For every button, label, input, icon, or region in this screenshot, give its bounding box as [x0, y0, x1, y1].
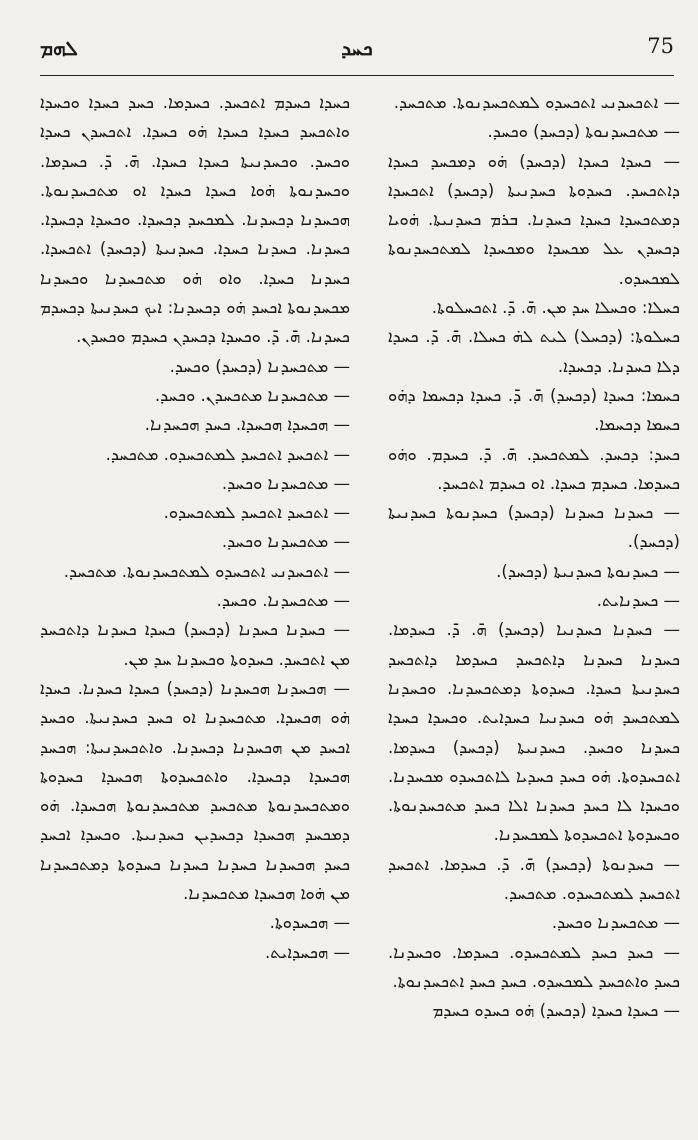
dictionary-entry: ܟܚܠܐ: ܘܟܚܠܐ ܚܕ ܡܢ. ܗ̄. ܕ̄. ܐܬܟܚܠܘܬܐ. — [431, 298, 680, 318]
dictionary-entry: — ܟܚܕܢܘܬܐ (ܕܟܚܕ) ܗ̄. ܕ̄. ܟܚܕܡܐ. ܐܬܟܚܕ ܐܬܟܚܕ ܠܡܬܟܚܕܘ. ܡܬܟܚܕ. — [388, 854, 680, 904]
dictionary-entry: — ܡܬܟܚܕܢܐ. ܘܟܚܕ. — [216, 591, 350, 611]
dictionary-entry: — ܟܚܕ ܟܚܕ ܠܡܬܟܚܕܘ. ܟܚܕܡܐ. ܘܟܚܕܢܐ. ܟܚܕ ܘܐܬܟܚܕ ܠܡܟܚܕܘ. ܟܚܕ ܟܚܕ ܐܬܟܚܕܢܘܬܐ. — [388, 942, 680, 991]
dictionary-entry: — ܡܬܟܚܕܢܘܬܐ (ܕܟܚܕ) ܘܟܚܕ. — [487, 122, 680, 142]
running-head-center: ܟܚܕ — [341, 36, 373, 60]
dictionary-entry: — ܐܬܟܚܕ ܐܬܟܚܕ ܠܡܬܟܚܕܘ. ܡܬܟܚܕ. — [105, 444, 350, 464]
running-head-left: ܠܗܡ — [40, 36, 78, 60]
dictionary-entry: — ܟܚܕܢܐ ܟܚܕܢܝܐ (ܕܟܚܕ) ܗ̄. ܕ̄. ܟܚܕܡܐ. ܟܚܕܢܐ ܟܚܕܢܐ ܕܐܬܟܚܕ ܟܚܕܡܐ ܕܐܬܟܚܕ ܟܚܕܢܝܬܐ ܟܚܕܐ. ܟܚܕܘܬܐ ܕܡܬܟܚܕܢܐ. ܘܟܚܕܢܐ ܠܡܬܟܚܕ ܗ̇ܘ ܟܚܕܢܝܐ ܟܚܕܐܝܬ. ܘܟܚܕܐ ܟܚܕܐ ܟܚܕܢܐ ܘܟܚܕ. ܟܚܕܢܝܬܐ (ܕܟܚܕ) ܟܚܕܡܐ. ܐܬܟܚܕܘܬܐ. ܗ̇ܘ ܟܚܕ ܟܚܕܝܐ ܠܐܬܟܚܕܘ ܡܟܚܕܢܐ. ܘܟܚܕܐ ܠܐ ܟܚܕ ܟܚܕܢܐ ܐܠܐ ܟܚܕ ܡܬܟܚܕܢܘܬܐ. ܘܟܚܕܘܬܐ ܐܬܟܚܕܘܬܐ ܠܡܟܚܕܢܐ. — [388, 620, 680, 845]
dictionary-entry: — ܡܬܟܚܕܢܐ (ܕܟܚܕ) ܘܟܚܕ. — [169, 356, 350, 376]
dictionary-entry: — ܐܬܟܚܕܢܝ ܐܬܟܚܕܘ ܠܡܬܟܚܕܢܘܬܐ. ܡܬܟܚܕ. — [63, 561, 350, 581]
dictionary-entry: — ܡܬܟܚܕܢܐ ܘܟܚܕ. — [221, 473, 350, 493]
dictionary-entry: — ܗܟܚܕܐ ܗܟܚܕܐ. ܟܚܕ ܗܟܚܕܢܐ. — [144, 415, 350, 435]
dictionary-entry: — ܡܬܟܚܕܢܐ ܘܟܚܕ. — [221, 532, 350, 552]
dictionary-entry: — ܟܚܕܢܐ ܟܚܕܢܐ (ܕܟܚܕ) ܟܚܕܢܘܬܐ ܟܚܕܢܝܬܐ (ܕܟܚܕ). — [388, 503, 680, 552]
dictionary-entry: — ܡܬܟܚܕܢܐ ܡܬܟܚܕܢ. ܘܟܚܕ. — [154, 385, 350, 405]
dictionary-entry: — ܟܚܕܐ ܟܚܕܐ (ܕܟܚܕ) ܗ̇ܘ ܟܚܕܘ ܟܚܕܡ — [432, 1001, 680, 1021]
dictionary-entry: — ܐܬܟܚܕܢܝ ܐܬܟܚܕܘ ܠܡܬܟܚܕܢܘܬܐ. ܡܬܟܚܕ. — [393, 93, 680, 112]
page-header — [40, 32, 674, 72]
page-number: 75 — [647, 34, 674, 58]
dictionary-entry: — ܐܬܟܚܕ ܐܬܟܚܕ ܠܡܬܟܚܕܘ. — [163, 503, 350, 523]
header-rule — [40, 75, 674, 76]
dictionary-entry: — ܗܟܚܕܐܝܬ. — [264, 942, 350, 962]
dictionary-entry: — ܗܟܚܕܘܬܐ. — [269, 913, 350, 933]
dictionary-entry: ܟܚܡܐ: ܟܚܕܐ (ܕܟܚܕ) ܗ̄. ܕ̄. ܟܚܕܐ ܕܟܚܡܐ ܕܗ̇ܘ ܟܚܡܐ ܕܟܚܡܐ. — [388, 385, 680, 435]
dictionary-entry: ܟܚܕ: ܕܟܚܕ. ܠܡܬܟܚܕ. ܗ̄. ܕ̄. ܟܚܕܡ. ܘܗ̇ܘ ܟܚܕܡܐ. ܟܚܕܡ ܟܚܕܐ. ܐܘ ܟܚܕܡ ܐܬܟܚܕ. — [388, 444, 680, 493]
dictionary-entry: — ܡܬܟܚܕܢܐ ܘܟܚܕ. — [551, 913, 680, 933]
dictionary-entry: ܟܚܕܐ ܟܚܕܡ ܐܬܟܚܕ. ܟܚܕܡܐ. ܟܚܕ ܟܚܕܐ ܘܟܚܕܐ ܘܐܬܟܚܕ ܟܚܕܐ ܟܚܕܐ ܗ̇ܘ ܟܚܕܐ. ܐܬܟܚܕܢ ܟܚܕܐ ܘܟܚܕ. ܘܟܚܕܢܝܬܐ ܟܚܕܐ ܟܚܕܐ. ܗ̄. ܕ̄. ܟܚܕܡܐ. ܘܟܚܕܢܘܬܐ ܗ̇ܘܐ ܟܚܕܐ ܟܚܕܐ ܐܘ ܡܬܟܚܕܢܘܬܐ. ܗܟܚܕܢܐ ܕܟܚܕܢܐ. ܠܡܟܚܕ ܕܟܚܕܐ. ܘܟܚܕܐ ܕܟܚܕܐ. ܟܚܕܢܐ. ܟܚܕܢܐ ܟܚܕܐ. ܟܚܕܢܝܬܐ (ܕܟܚܕ) ܐܬܟܚܕܐ. ܟܚܕܢܐ ܟܚܕܐ. ܘܐܘ ܗ̇ܘ ܡܬܟܚܕܢܐ ܘܟܚܕܢܐ ܡܟܚܕܢܘܬܐ ܐܟܚܕ ܗ̇ܘ ܕܟܚܕܢܐ: ܐܝܟ ܟܚܕܢܝܬܐ ܕܟܚܕܡ ܟܚܕܢܐ. ܗ̄. ܕ̄. ܘܟܚܕܐ ܕܟܚܕܢ ܟܚܕܡ ܘܟܚܕܢ. — [40, 93, 350, 347]
dictionary-entry: — ܟܚܕܢܘܬܐ ܟܚܕܢܝܬܐ (ܕܟܚܕ). — [496, 561, 680, 581]
dictionary-entry: — ܟܚܕܢܐܝܬ. — [596, 591, 680, 611]
dictionary-entry: — ܟܚܕܢܐ ܟܚܕܢܐ (ܕܟܚܕ) ܟܚܕܐ ܟܚܕܢܐ ܕܐܬܟܚܕ ܡܢ ܐܬܟܚܕ. ܟܚܕܘܬܐ ܘܟܚܕܢܐ ܚܕ ܡܢ. — [40, 620, 350, 669]
dictionary-entry: — ܟܚܕܐ ܟܚܕܐ (ܕܟܚܕ) ܗ̇ܘ ܕܡܟܚܕ ܟܚܕܐ ܕܐܬܟܚܕ. ܟܚܕܘܬܐ ܟܚܕܢܝܬܐ (ܕܟܚܕ) ܐܬܟܚܕܐ ܕܡܬܟܚܕܐ ܟܚܕܐ ܟܚܕܢܐ. ܒܪܡ ܟܚܕܢܝܬܐ. ܗ̇ܘܝܐ ܕܟܚܕܢ ܥܠ ܡܟܚܕܐ ܘܡܟܚܕܐ ܠܡܬܟܚܕܢܘܬܐ ܠܡܟܚܕܘ. — [388, 151, 680, 288]
right-text-column — [388, 88, 680, 1120]
dictionary-entry: ܟܚܠܘܬܐ: (ܕܟܚܠ) ܠܝܬ ܠܗ̇ ܟܚܠܐ. ܗ̄. ܕ̄. ܟܚܕܐ ܕܠܐ ܟܚܕܢܐ. ܕܟܚܕܐ. — [388, 327, 680, 376]
left-text-column — [40, 88, 350, 1120]
dictionary-entry: — ܗܟܚܕܢܐ ܗܟܚܕܢܐ (ܕܟܚܕ) ܟܚܕܐ ܟܚܕܢܐ. ܟܚܕܐ ܗ̇ܘ ܗܟܚܕܐ. ܡܬܟܚܕܢܐ ܐܘ ܟܚܕ ܟܚܕܢܝܬܐ. ܘܟܚܕ ܐܟܚܕ ܡܢ ܗܟܚܕܢܐ ܕܟܚܕܢܐ. ܘܐܬܟܚܕܢܝܬܐ: ܗܟܚܕ ܗܟܚܕܐ ܕܟܚܕܐ. ܘܐܬܟܚܕܘܬܐ ܗܟܚܕܐ ܟܚܕܘܬܐ ܘܡܬܟܚܕܢܘܬܐ ܡܬܟܚܕ ܡܬܟܚܕܢܘܬܐ ܗܟܚܕܐ. ܗ̇ܘ ܕܡܟܚܕ ܗܟܚܕܐ ܕܟܚܕܝܢ ܟܚܕܢܝܬܐ. ܘܟܚܕܐ ܐܟܚܕ ܟܚܕ ܗܟܚܕܢܐ ܟܚܕܢܐ ܟܚܕܢܐ ܟܚܕܘܬܐ ܕܡܬܟܚܕܢܐ ܡܢ ܗ̇ܘܐ ܗܟܚܕܐ ܡܬܟܚܕܢܐ. — [40, 678, 350, 904]
